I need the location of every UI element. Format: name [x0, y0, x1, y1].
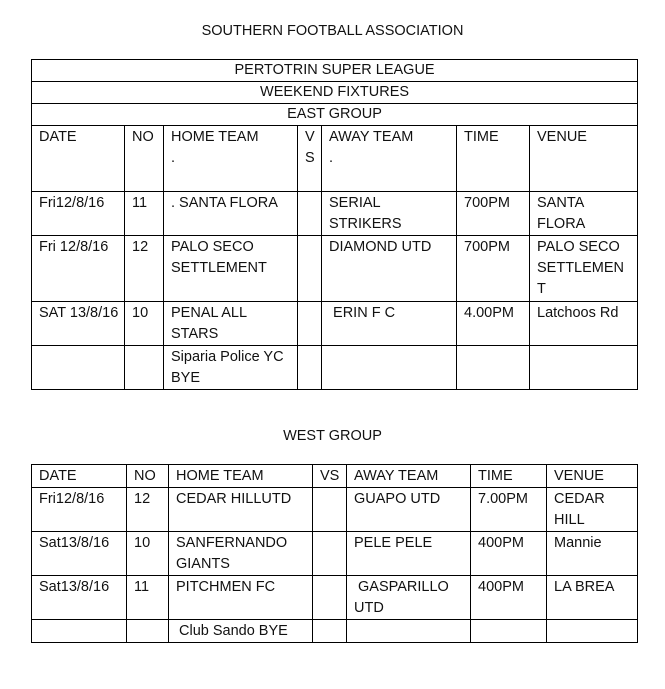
header-time: TIME — [457, 126, 530, 192]
header-home-team: HOME TEAM — [169, 465, 313, 488]
cell-away-team: GASPARILLO UTD — [347, 576, 471, 620]
header-date: DATE — [32, 465, 127, 488]
header-away-team: AWAY TEAM — [347, 465, 471, 488]
cell-time — [471, 620, 547, 643]
header-vs-s: S — [305, 150, 315, 166]
cell-home-team: PALO SECO SETTLEMENT — [164, 236, 298, 302]
table-row — [32, 488, 638, 532]
table-row-bye — [32, 346, 638, 390]
cell-bye-team: Club Sando BYE — [169, 620, 313, 643]
cell-vs — [298, 302, 322, 346]
cell-away-team: DIAMOND UTD — [322, 236, 457, 302]
west-group-title: WEST GROUP — [283, 428, 382, 444]
cell-venue — [547, 620, 638, 643]
cell-home-team: PENAL ALL STARS — [164, 302, 298, 346]
table-row — [32, 532, 638, 576]
cell-venue: Mannie — [547, 532, 638, 576]
cell-home-team: SANFERNANDO GIANTS — [169, 532, 313, 576]
cell-venue: Latchoos Rd — [530, 302, 638, 346]
cell-vs — [298, 192, 322, 236]
header-venue: VENUE — [547, 465, 638, 488]
cell-time: 400PM — [471, 576, 547, 620]
cell-date: Sat13/8/16 — [32, 576, 127, 620]
header-vs: VS — [313, 465, 347, 488]
table-row — [32, 302, 638, 346]
cell-time: 7.00PM — [471, 488, 547, 532]
cell-no: 12 — [127, 488, 169, 532]
cell-away-team: GUAPO UTD — [347, 488, 471, 532]
table-row — [32, 576, 638, 620]
cell-date — [32, 346, 125, 390]
document-title: SOUTHERN FOOTBALL ASSOCIATION — [201, 23, 464, 39]
header-venue: VENUE — [530, 126, 638, 192]
table-header-row — [32, 465, 638, 488]
cell-venue: LA BREA — [547, 576, 638, 620]
table-row-bye — [32, 620, 638, 643]
cell-vs — [298, 346, 322, 390]
cell-venue — [530, 346, 638, 390]
header-home-sub: . — [171, 150, 176, 166]
cell-away-team: SERIAL STRIKERS — [322, 192, 457, 236]
cell-time: 400PM — [471, 532, 547, 576]
header-no: NO — [127, 465, 169, 488]
header-no: NO — [125, 126, 164, 192]
cell-date: Fri 12/8/16 — [32, 236, 125, 302]
cell-date: Sat13/8/16 — [32, 532, 127, 576]
cell-venue: PALO SECO SETTLEMEN T — [530, 236, 638, 302]
cell-no — [127, 620, 169, 643]
fixtures-label: WEEKEND FIXTURES — [32, 82, 638, 104]
header-away-team — [322, 126, 457, 192]
cell-vs — [313, 576, 347, 620]
header-away-sub: . — [329, 150, 334, 166]
league-title: PERTOTRIN SUPER LEAGUE — [32, 60, 638, 82]
cell-time: 700PM — [457, 236, 530, 302]
table-row — [32, 236, 638, 302]
cell-away-team — [347, 620, 471, 643]
cell-time — [457, 346, 530, 390]
cell-no — [125, 346, 164, 390]
cell-no: 10 — [125, 302, 164, 346]
cell-date — [32, 620, 127, 643]
cell-venue: SANTA FLORA — [530, 192, 638, 236]
header-vs-v: V — [305, 129, 315, 145]
cell-vs — [298, 236, 322, 302]
cell-bye-team: Siparia Police YC BYE — [164, 346, 298, 390]
header-date: DATE — [32, 126, 125, 192]
header-vs — [298, 126, 322, 192]
cell-home-team: CEDAR HILLUTD — [169, 488, 313, 532]
cell-away-team: ERIN F C — [322, 302, 457, 346]
cell-date: Fri12/8/16 — [32, 488, 127, 532]
cell-vs — [313, 488, 347, 532]
cell-vs — [313, 620, 347, 643]
cell-away-team — [322, 346, 457, 390]
east-group-fixtures-table — [31, 59, 638, 390]
header-home-team — [164, 126, 298, 192]
cell-date: SAT 13/8/16 — [32, 302, 125, 346]
cell-vs — [313, 532, 347, 576]
cell-no: 12 — [125, 236, 164, 302]
cell-home-team: PITCHMEN FC — [169, 576, 313, 620]
cell-date: Fri12/8/16 — [32, 192, 125, 236]
cell-no: 11 — [127, 576, 169, 620]
table-row — [32, 192, 638, 236]
cell-no: 10 — [127, 532, 169, 576]
header-away-label: AWAY TEAM — [329, 129, 414, 145]
cell-time: 4.00PM — [457, 302, 530, 346]
cell-venue: CEDAR HILL — [547, 488, 638, 532]
header-home-label: HOME TEAM — [171, 129, 259, 145]
header-time: TIME — [471, 465, 547, 488]
table-header-row — [32, 126, 638, 192]
cell-away-team: PELE PELE — [347, 532, 471, 576]
cell-no: 11 — [125, 192, 164, 236]
east-group-title: EAST GROUP — [32, 104, 638, 126]
cell-home-team: . SANTA FLORA — [164, 192, 298, 236]
cell-time: 700PM — [457, 192, 530, 236]
west-group-fixtures-table — [31, 464, 638, 643]
